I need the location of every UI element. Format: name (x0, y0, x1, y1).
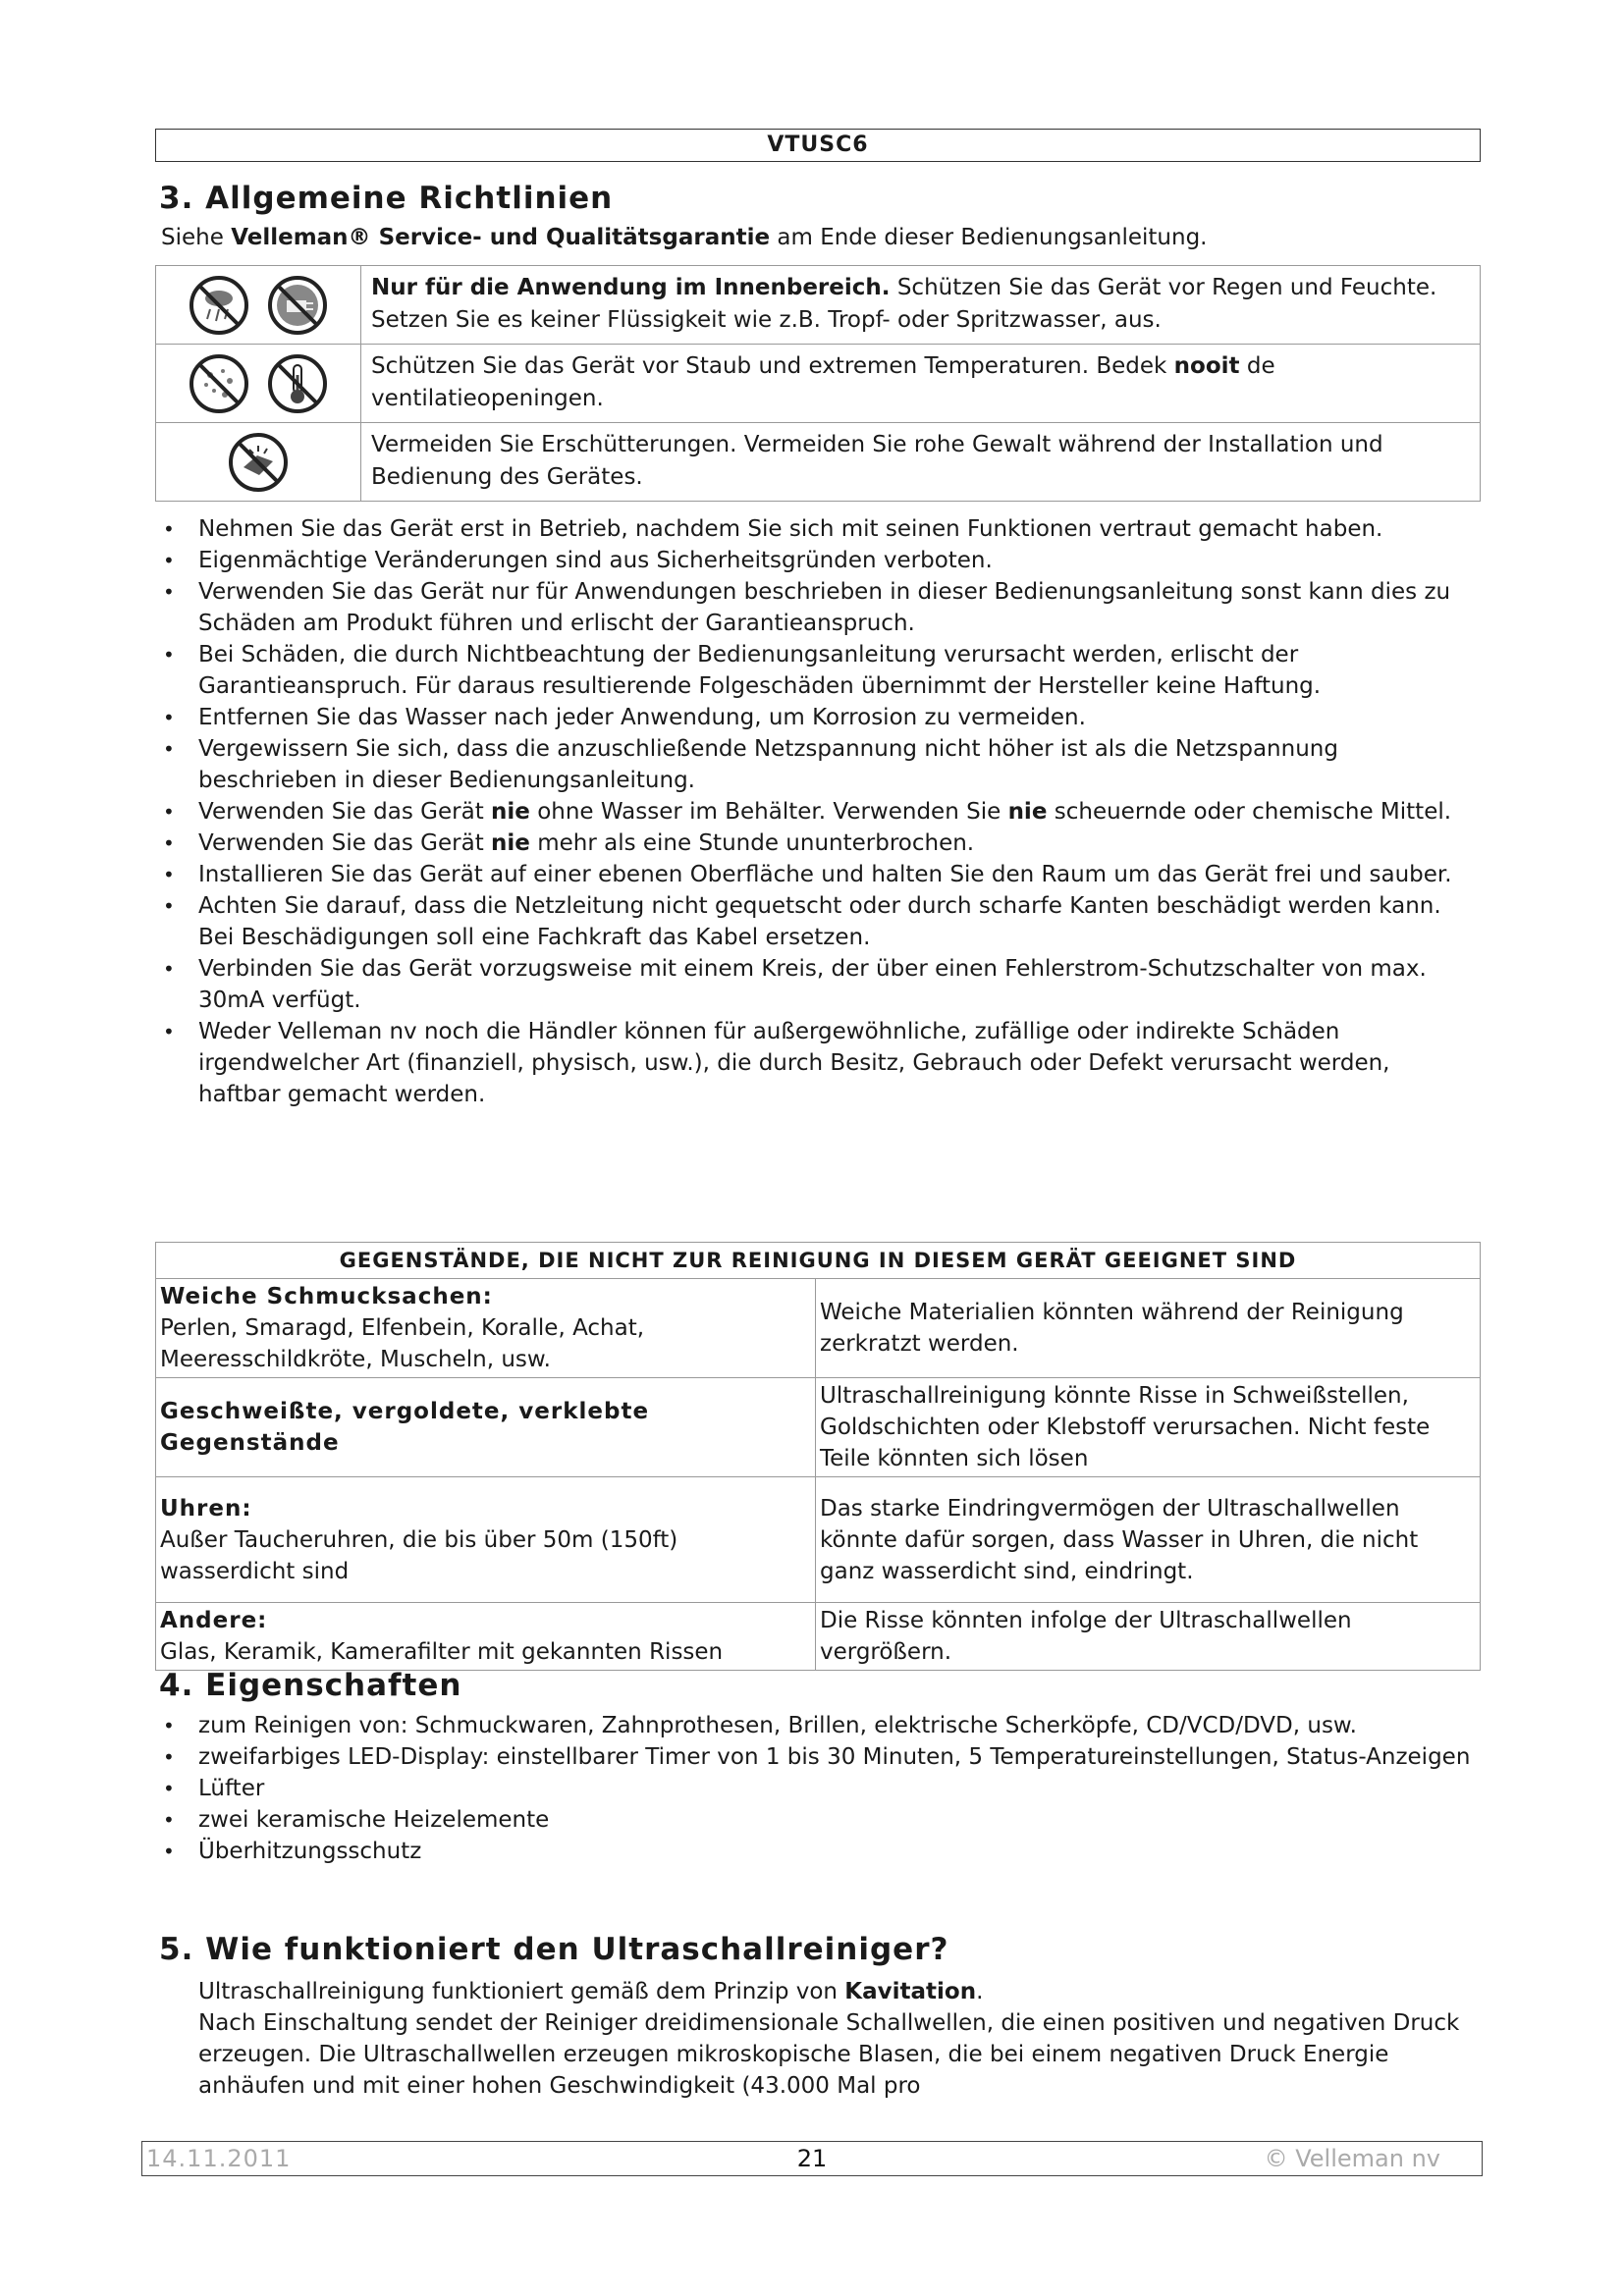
list-item: • Bei Schäden, die durch Nichtbeachtung der Bedienungsanleitung verursacht werden, erlischt der Garantieanspruch. Für daraus resultierende Folgeschäden übernimmt der Hersteller keine Haftung. (161, 639, 1477, 702)
guarantee-reference: Velleman® Service- und Qualitätsgarantie (231, 225, 771, 250)
page-number: 21 (796, 2145, 828, 2172)
features-list (161, 1710, 1477, 1867)
list-item: • Verwenden Sie das Gerät nie ohne Wasser im Behälter. Verwenden Sie nie scheuernde oder chemische Mittel. (161, 796, 1477, 828)
list-item: • Lüfter (161, 1773, 1477, 1804)
list-item: • Verwenden Sie das Gerät nur für Anwendungen beschrieben in dieser Bedienungsanleitung sonst kann dies zu Schäden am Produkt führen und erlischt der Garantieanspruch. (161, 576, 1477, 639)
table-row: Uhren: Außer Taucheruhren, die bis über 50m (150ft) wasserdicht sind Das starke Eindringvermögen der Ultraschallwellen könnte dafür sorgen, dass Wasser in Uhren, die nicht ganz wasserdicht sind, eindringt. (156, 1477, 1481, 1603)
table-row: Weiche Schmucksachen: Perlen, Smaragd, Elfenbein, Koralle, Achat, Meeresschildkröte, Muscheln, usw. Weiche Materialien könnten während der Reinigung zerkratzt werden. (156, 1279, 1481, 1378)
list-item: • zweifarbiges LED-Display: einstellbarer Timer von 1 bis 30 Minuten, 5 Temperatureinstellungen, Status-Anzeigen (161, 1741, 1477, 1773)
list-item: • Nehmen Sie das Gerät erst in Betrieb, nachdem Sie sich mit seinen Funktionen vertraut gemacht haben. (161, 513, 1477, 545)
table-row: Andere: Glas, Keramik, Kamerafilter mit gekannten Rissen Die Risse könnten infolge der Ultraschallwellen vergrößern. (156, 1603, 1481, 1671)
footer-date: 14.11.2011 (146, 2145, 292, 2172)
footer-copyright: © Velleman nv (1264, 2145, 1440, 2172)
list-item: • Installieren Sie das Gerät auf einer ebenen Oberfläche und halten Sie den Raum um das Gerät frei und sauber. (161, 859, 1477, 890)
table-header: GEGENSTÄNDE, DIE NICHT ZUR REINIGUNG IN DIESEM GERÄT GEEIGNET SIND (156, 1243, 1481, 1279)
no-shock-icon (228, 432, 289, 493)
list-item: • Eigenmächtige Veränderungen sind aus Sicherheitsgründen verboten. (161, 545, 1477, 576)
safety-row-shock: Vermeiden Sie Erschütterungen. Vermeiden Sie rohe Gewalt während der Installation und Bedienung des Gerätes. (156, 423, 1481, 502)
section-3-title: 3. Allgemeine Richtlinien (159, 181, 614, 216)
section-4-title: 4. Eigenschaften (159, 1668, 462, 1703)
unsuitable-items-table (155, 1242, 1481, 1671)
no-rain-icon (189, 275, 249, 336)
safety-row-indoor: Nur für die Anwendung im Innenbereich. Schützen Sie das Gerät vor Regen und Feuchte. Setzen Sie es keiner Flüssigkeit wie z.B. Tropf- oder Spritzwasser, aus. (156, 266, 1481, 345)
list-item: • Achten Sie darauf, dass die Netzleitung nicht gequetscht oder durch scharfe Kanten beschädigt werden kann. Bei Beschädigungen soll eine Fachkraft das Kabel ersetzen. (161, 890, 1477, 953)
section-5-title: 5. Wie funktioniert den Ultraschallreiniger? (159, 1932, 949, 1967)
document-header (155, 129, 1481, 162)
no-extreme-temperature-icon (267, 353, 328, 414)
page-footer (141, 2141, 1483, 2176)
safety-row-dust: Schützen Sie das Gerät vor Staub und extremen Temperaturen. Bedek nooit de ventilatieopeningen. (156, 345, 1481, 423)
list-item: • Verwenden Sie das Gerät nie mehr als eine Stunde ununterbrochen. (161, 828, 1477, 859)
no-dust-icon (189, 353, 249, 414)
list-item: • Überhitzungsschutz (161, 1836, 1477, 1867)
no-liquid-plug-icon (267, 275, 328, 336)
list-item: • Verbinden Sie das Gerät vorzugsweise mit einem Kreis, der über einen Fehlerstrom-Schutzschalter von max. 30mA verfügt. (161, 953, 1477, 1016)
cavitation-term: Kavitation (844, 1979, 977, 2004)
model-number: VTUSC6 (767, 133, 869, 157)
section-5-body: Ultraschallreinigung funktioniert gemäß dem Prinzip von Kavitation. Nach Einschaltung sendet der Reiniger dreidimensionale Schallwellen, die einen positiven und negativen Druck erzeugen. Die Ultraschallwellen erzeugen mikroskopische Blasen, die bei einem negativen Druck Energie anhäufen und mit einer hohen Geschwindigkeit (43.000 Mal pro (198, 1979, 1460, 2099)
list-item: • Vergewissern Sie sich, dass die anzuschließende Netzspannung nicht höher ist als die Netzspannung beschrieben in dieser Bedienungsanleitung. (161, 733, 1477, 796)
safety-table (155, 265, 1481, 502)
list-item: • Weder Velleman nv noch die Händler können für außergewöhnliche, zufällige oder indirekte Schäden irgendwelcher Art (finanziell, physisch, usw.), die durch Besitz, Gebrauch oder Defekt verursacht werden, haftbar gemacht werden. (161, 1016, 1477, 1110)
list-item: • zum Reinigen von: Schmuckwaren, Zahnprothesen, Brillen, elektrische Scherköpfe, CD/VCD/DVD, usw. (161, 1710, 1477, 1741)
table-row: Geschweißte, vergoldete, verklebte Gegenstände Ultraschallreinigung könnte Risse in Schweißstellen, Goldschichten oder Klebstoff verursachen. Nicht feste Teile könnten sich lösen (156, 1378, 1481, 1477)
intro-line: Siehe Velleman® Service- und Qualitätsgarantie am Ende dieser Bedienungsanleitung. (161, 225, 1208, 250)
guidelines-list (161, 513, 1477, 1110)
list-item: • zwei keramische Heizelemente (161, 1804, 1477, 1836)
list-item: • Entfernen Sie das Wasser nach jeder Anwendung, um Korrosion zu vermeiden. (161, 702, 1477, 733)
